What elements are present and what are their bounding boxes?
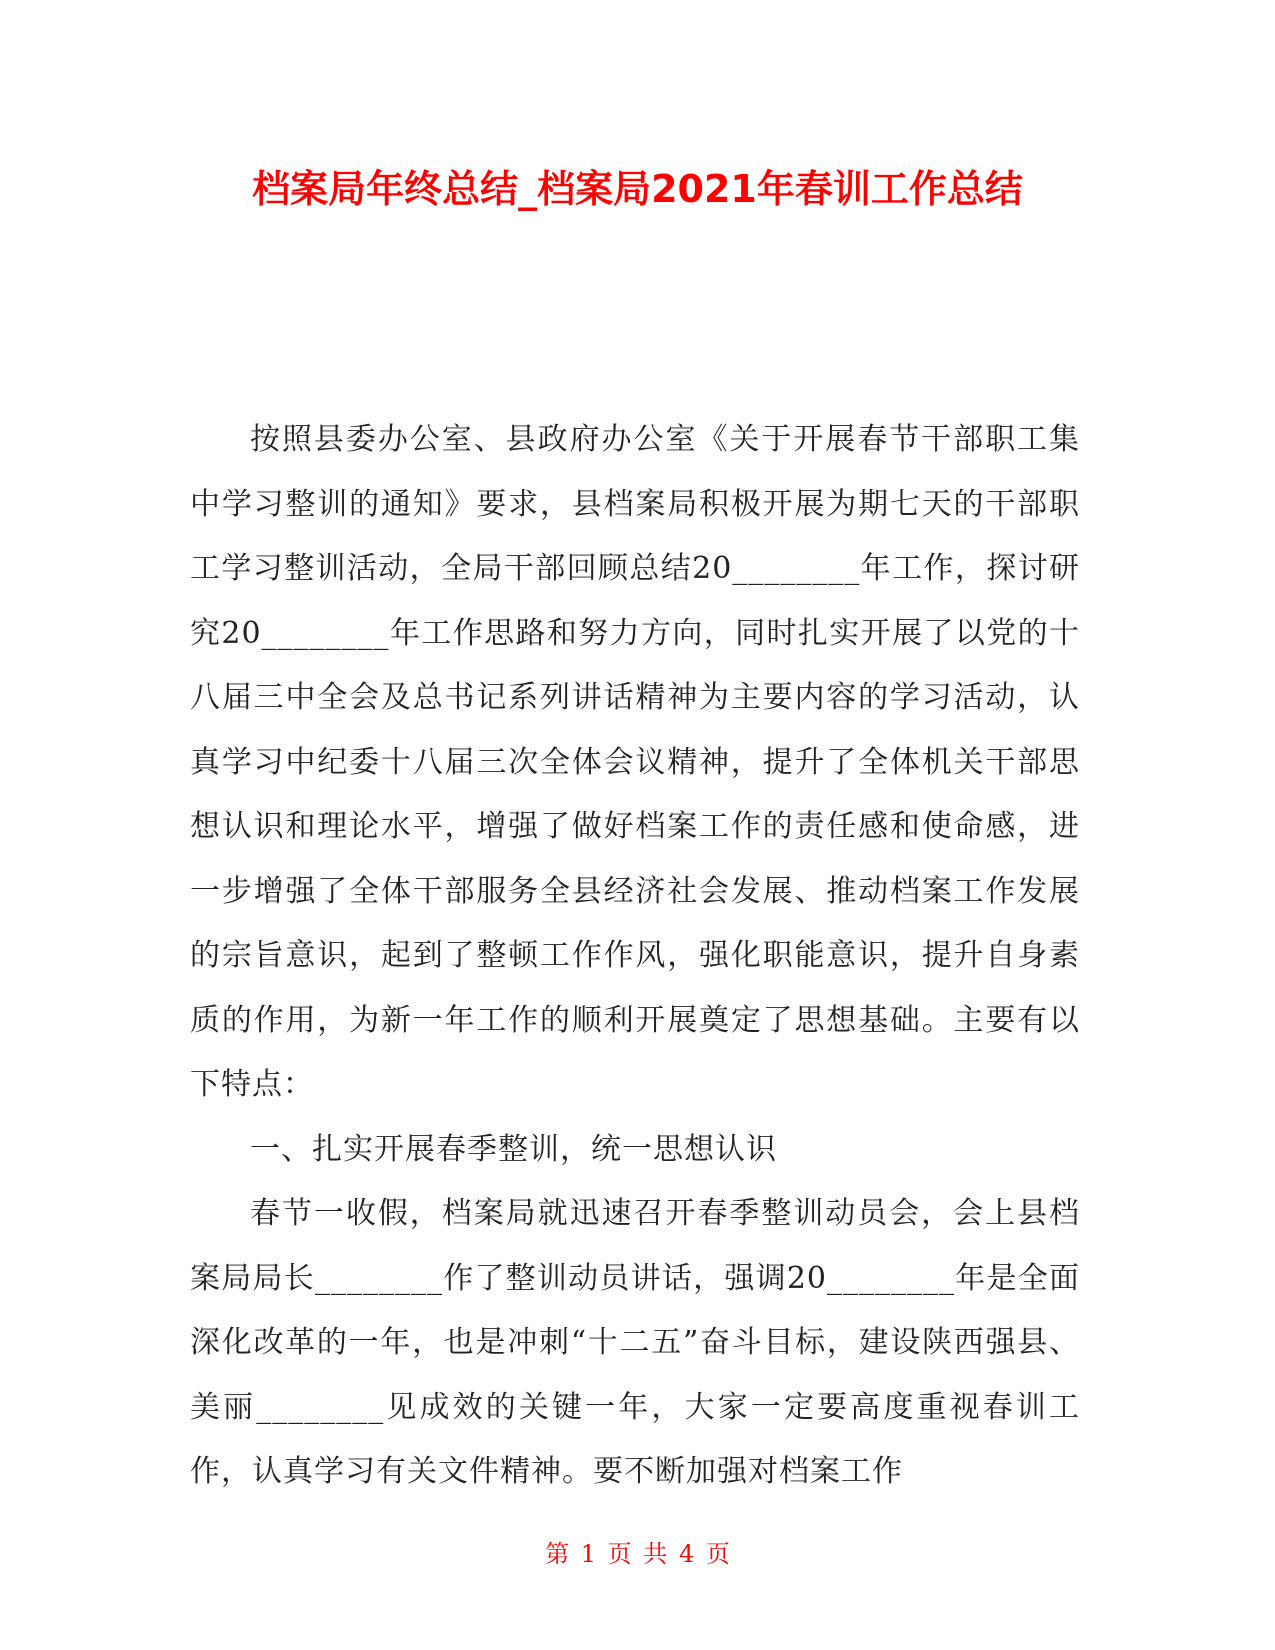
page-footer: 第 1 页 共 4 页 <box>545 1540 730 1568</box>
document-body <box>190 408 1080 1505</box>
section-heading-1: 一、扎实开展春季整训，统一思想认识 <box>250 1131 777 1167</box>
paragraph-section-1: 春节一收假，档案局就迅速召开春季整训动员会，会上县档案局局长________作了整训动员讲话，强调20________年是全面深化改革的一年，也是冲刺“十二五”奋斗目标，建设陕西强县、美丽________见成效的关键一年，大家一定要高度重视春训工作，认真学习有关文件精神。要不断加强对档案工作 <box>190 1196 1080 1489</box>
paragraph-intro: 按照县委办公室、县政府办公室《关于开展春节干部职工集中学习整训的通知》要求，县档案局积极开展为期七天的干部职工学习整训活动，全局干部回顾总结20________年工作，探讨研究20________年工作思路和努力方向，同时扎实开展了以党的十八届三中全会及总书记系列讲话精神为主要内容的学习活动，认真学习中纪委十八届三次全体会议精神，提升了全体机关干部思想认识和理论水平，增强了做好档案工作的责任感和使命感，进一步增强了全体干部服务全县经济社会发展、推动档案工作发展的宗旨意识，起到了整顿工作作风，强化职能意识，提升自身素质的作用，为新一年工作的顺利开展奠定了思想基础。主要有以下特点： <box>190 422 1080 1102</box>
document-title: 档案局年终总结_档案局2021年春训工作总结 <box>252 167 1023 211</box>
